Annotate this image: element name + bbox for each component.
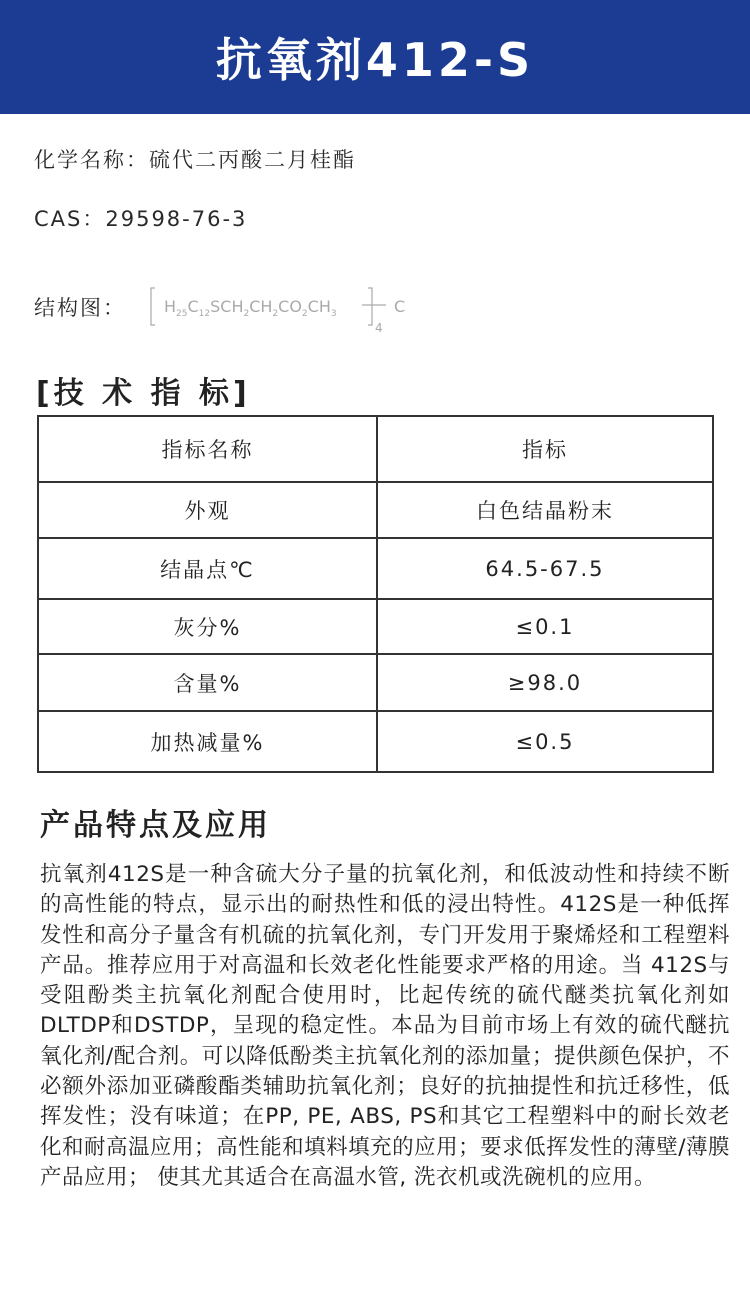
table-cell-name: 结晶点℃ bbox=[38, 538, 377, 599]
table-row bbox=[38, 482, 713, 538]
formula-text: $H_{25}C_{12}SCH_2CH_2CO_2CH_3$ bbox=[164, 297, 337, 319]
formula-left-bracket bbox=[151, 288, 155, 325]
table-cell-value: ≤0.1 bbox=[377, 599, 713, 654]
table-header-cell: 指标名称 bbox=[38, 416, 377, 482]
header-banner bbox=[0, 0, 750, 114]
page-title: 抗氧剂412-S bbox=[215, 33, 535, 87]
table-cell-value: ≤0.5 bbox=[377, 711, 713, 772]
table-header-row bbox=[38, 416, 713, 482]
formula-end-carbon: C bbox=[394, 297, 406, 316]
spec-table bbox=[37, 415, 714, 773]
formula-right-bracket bbox=[368, 288, 372, 325]
features-title: 产品特点及应用 bbox=[40, 808, 271, 843]
table-row bbox=[38, 599, 713, 654]
table-cell-name: 加热减量% bbox=[38, 711, 377, 772]
spec-section-title: [技 术 指 标] bbox=[36, 376, 251, 411]
table-row bbox=[38, 654, 713, 711]
table-cell-name: 外观 bbox=[38, 482, 377, 538]
structure-label: 结构图： bbox=[34, 296, 126, 320]
table-cell-name: 灰分% bbox=[38, 599, 377, 654]
table-cell-value: ≥98.0 bbox=[377, 654, 713, 711]
features-paragraph: 抗氧剂412S是一种含硫大分子量的抗氧化剂，和低波动性和持续不断的高性能的特点，显示出的耐热性和低的浸出特性。412S是一种低挥发性和高分子量含有机硫的抗氧化剂，专门开发用于聚烯烃和工程塑料产品。推荐应用于对高温和长效老化性能要求严格的用途。当 412S与受阻酚类主抗氧化剂配合使用时，比起传统的硫代醚类抗氧化剂如DLTDP和DSTDP，呈现的稳定性。本品为目前市场上有效的硫代醚抗氧化剂/配合剂。可以降低酚类主抗氧化剂的添加量；提供颜色保护，不必额外添加亚磷酸酯类辅助抗氧化剂；良好的抗抽提性和抗迁移性，低挥发性；没有味道；在PP, PE, ABS, PS和其它工程塑料中的耐长效老化和耐高温应用；高性能和填料填充的应用；要求低挥发性的薄壁/薄膜产品应用； 使其尤其适合在高温水管, 洗衣机或洗碗机的应用。 bbox=[40, 862, 730, 1190]
table-cell-value: 64.5-67.5 bbox=[377, 538, 713, 599]
structure-formula bbox=[146, 284, 426, 334]
table-cell-name: 含量% bbox=[38, 654, 377, 711]
chemical-name: 化学名称：硫代二丙酸二月桂酯 bbox=[34, 148, 356, 172]
table-cell-value: 白色结晶粉末 bbox=[377, 482, 713, 538]
table-header-cell: 指标 bbox=[377, 416, 713, 482]
formula-repeat-count: 4 bbox=[375, 321, 383, 334]
table-row bbox=[38, 538, 713, 599]
cas-number: CAS：29598-76-3 bbox=[34, 207, 248, 231]
table-row bbox=[38, 711, 713, 772]
